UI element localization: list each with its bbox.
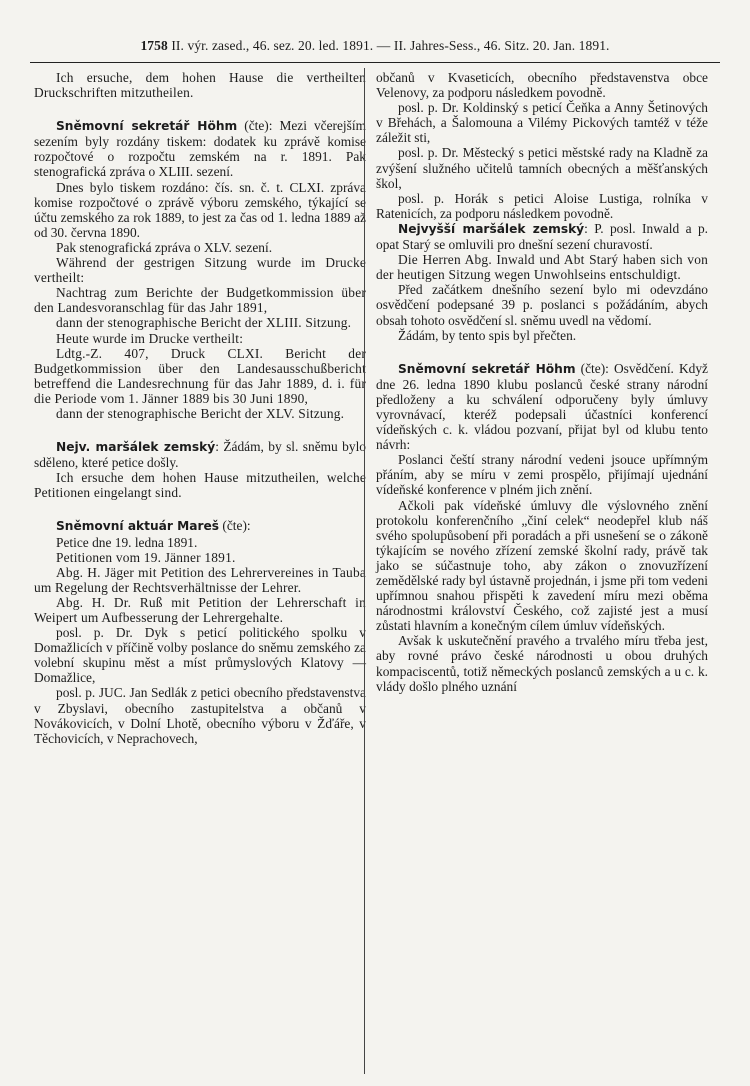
paragraph: Heute wurde im Drucke vertheilt: — [56, 330, 244, 346]
paragraph: Abg. H. Jäger mit Petition des Lehrervereines in Tauba um Regelung der Rechtsverhältnisse der Lehrer. — [34, 564, 366, 595]
left-column — [34, 70, 366, 746]
speaker-name: Nejv. maršálek zemský — [56, 440, 216, 455]
paragraph: Ldtg.-Z. 407, Druck CLXI. Bericht der Budgetkommission über den Landesausschußbericht betreffend die Landesrechnung für das Jahr 1889, d. i. für die Periode vom 1. Jänner 1889 bis 30 Juni 1890, — [34, 345, 366, 406]
paragraph: Abg. H. Dr. Ruß mit Petition der Lehrerschaft in Weipert um Aufbesserung der Lehrergehalte. — [34, 594, 366, 625]
paragraph: občanů v Kvaseticích, obecního představenstva obce Velenovy, za podporu následkem povodně. — [376, 70, 708, 101]
paragraph: posl. p. Horák s petici Aloise Lustiga, rolníka v Ratenicích, za podporu následkem povodně. — [376, 190, 708, 221]
speaker-name: Sněmovní sekretář Höhm — [56, 119, 238, 134]
paragraph: Ich ersuche dem hohen Hause mitzutheilen, welche Petitionen eingelangt sind. — [34, 470, 366, 501]
paragraph: posl. p. Dr. Dyk s peticí politického spolku v Domažlicích v příčině volby poslance do sněmu zemského za volební skupinu měst a míst průmyslových Klatovy — Domažlice, — [34, 625, 366, 686]
paragraph: Před začátkem dnešního sezení bylo mi odevzdáno osvědčení podepsané 39 p. poslanci s požádáním, abych obsah tohoto osvědčení sl. sněmu uvedl na vědomí. — [376, 282, 708, 328]
session-german: II. Jahres-Sess., 46. Sitz. 20. Jan. 1891. — [393, 38, 610, 53]
page-number: 1758 — [140, 38, 168, 53]
paragraph: Žádám, by tento spis byl přečten. — [398, 327, 577, 343]
paragraph: dann der stenographische Bericht der XLIII. Sitzung. — [56, 315, 352, 331]
paragraph: Ich ersuche, dem hohen Hause die vertheilten Druckschriften mitzutheilen. — [34, 70, 366, 101]
speech-text: (čte): Mezi včerejším sezením byly rozdány tiskem: dodatek ku zprávě komise rozpočtové o rozpočtu zemském na r. 1891. Pak stenografická zpráva o XLIII. sezení. — [34, 118, 366, 180]
paragraph: Pak stenografická zpráva o XLV. sezení. — [56, 239, 273, 255]
paragraph — [34, 118, 366, 179]
session-czech: II. výr. zased., 46. sez. 20. led. 1891. — [171, 38, 374, 53]
paragraph: Nachtrag zum Berichte der Budgetkommission über den Landesvoranschlag für das Jahr 1891, — [34, 285, 366, 316]
column-divider — [364, 68, 365, 1074]
paragraph — [376, 361, 708, 453]
page-header — [0, 38, 750, 60]
paragraph — [376, 221, 708, 252]
paragraph: posl. p. Dr. Městecký s petici městské rady na Kladně za zvýšení služného učitelů tamních obecných a měšťanských škol, — [376, 145, 708, 191]
paragraph: Petice dne 19. ledna 1891. — [56, 534, 198, 550]
speaker-name: Sněmovní aktuár Mareš — [56, 519, 220, 534]
paragraph: Poslanci čeští strany národní vedeni jsouce upřímným přáním, aby se míru v zemi prospělo, přijímají ujednání vídeňské konference v plném jich znění. — [376, 452, 708, 498]
paragraph: Petitionen vom 19. Jänner 1891. — [56, 549, 236, 565]
speech-text: : Žádám, by sl. sněmu bylo sděleno, které petice došly. — [34, 439, 366, 471]
right-column — [376, 70, 708, 694]
speech-text: : P. posl. Inwald a p. opat Starý se omluvili pro dnešní sezení churavostí. — [376, 220, 709, 253]
header-rule — [30, 62, 720, 63]
speech-text: (čte): Osvědčení. Když dne 26. ledna 1890 klubu poslanců české strany národní předloženy a ku schválení odporučeny byly úmluvy vyrovnávací, kteréž podepsali účastníci konferencí vídeňských c. k. vládou pozvaní, přijat byl od klubu tento návrh: — [376, 360, 708, 453]
paragraph: Dnes bylo tiskem rozdáno: čís. sn. č. t. CLXI. zpráva komise rozpočtové o zprávě výboru zemského, týkající se účtu zemského za rok 1889, to jest za čas od 1. ledna 1889 až od 30. června 1890. — [34, 179, 366, 240]
paragraph: Die Herren Abg. Inwald und Abt Starý haben sich von der heutigen Sitzung wegen Unwohlseins entschuldigt. — [376, 252, 708, 283]
paragraph — [34, 439, 366, 470]
paragraph: Ačkoli pak vídeňské úmluvy dle výslovného znění protokolu konferenčního „činí celek“ neodepřel klub náš svého spolupůsobení při poradách a při usnešení se o zákoně týkajícím se nového zřízení zemské školní rady, právě tak jako se súčastnuje toho, aby zákon o znovuzřízení zemědělské rady byl ústavně projednán, i jsme při tom vedeni upřímnou snahou přispěti k zavedení míru mezi oběma národnostmi království Českého, což zajisté jest a musí zůstati hlavním a konečným cílem úmluv vídeňských. — [376, 497, 708, 634]
speaker-name: Sněmovní sekretář Höhm — [398, 361, 576, 376]
paragraph: posl. p. Dr. Koldinský s peticí Čeňka a Anny Šetinových v Břehách, a Šalomouna a Vilémy Pickových tamtéž v téže záležit sti, — [376, 100, 708, 146]
paragraph: dann der stenographische Bericht der XLV. Sitzung. — [56, 405, 345, 421]
paragraph: posl. p. JUC. Jan Sedlák z petici obecního představenstva v Zbyslavi, obecního zastupitelstva a občanů v Novákovicích, v Dolní Lhotě, obecního výboru v Žďáře, v Těchovicích, v Neprachovech, — [34, 685, 366, 746]
paragraph — [34, 518, 366, 534]
header-separator: — — [376, 38, 391, 53]
speech-text: (čte): — [222, 518, 251, 534]
paragraph: Während der gestrigen Sitzung wurde im Drucke vertheilt: — [34, 255, 366, 286]
paragraph: Avšak k uskutečnění pravého a trvalého míru třeba jest, aby rovné právo české národnosti u obou druhých kompaciscentů, totiž německých poslanců zemských a u c. k. vlády došlo plného uznání — [376, 633, 708, 694]
speaker-name: Nejvyšší maršálek zemský — [398, 221, 585, 236]
